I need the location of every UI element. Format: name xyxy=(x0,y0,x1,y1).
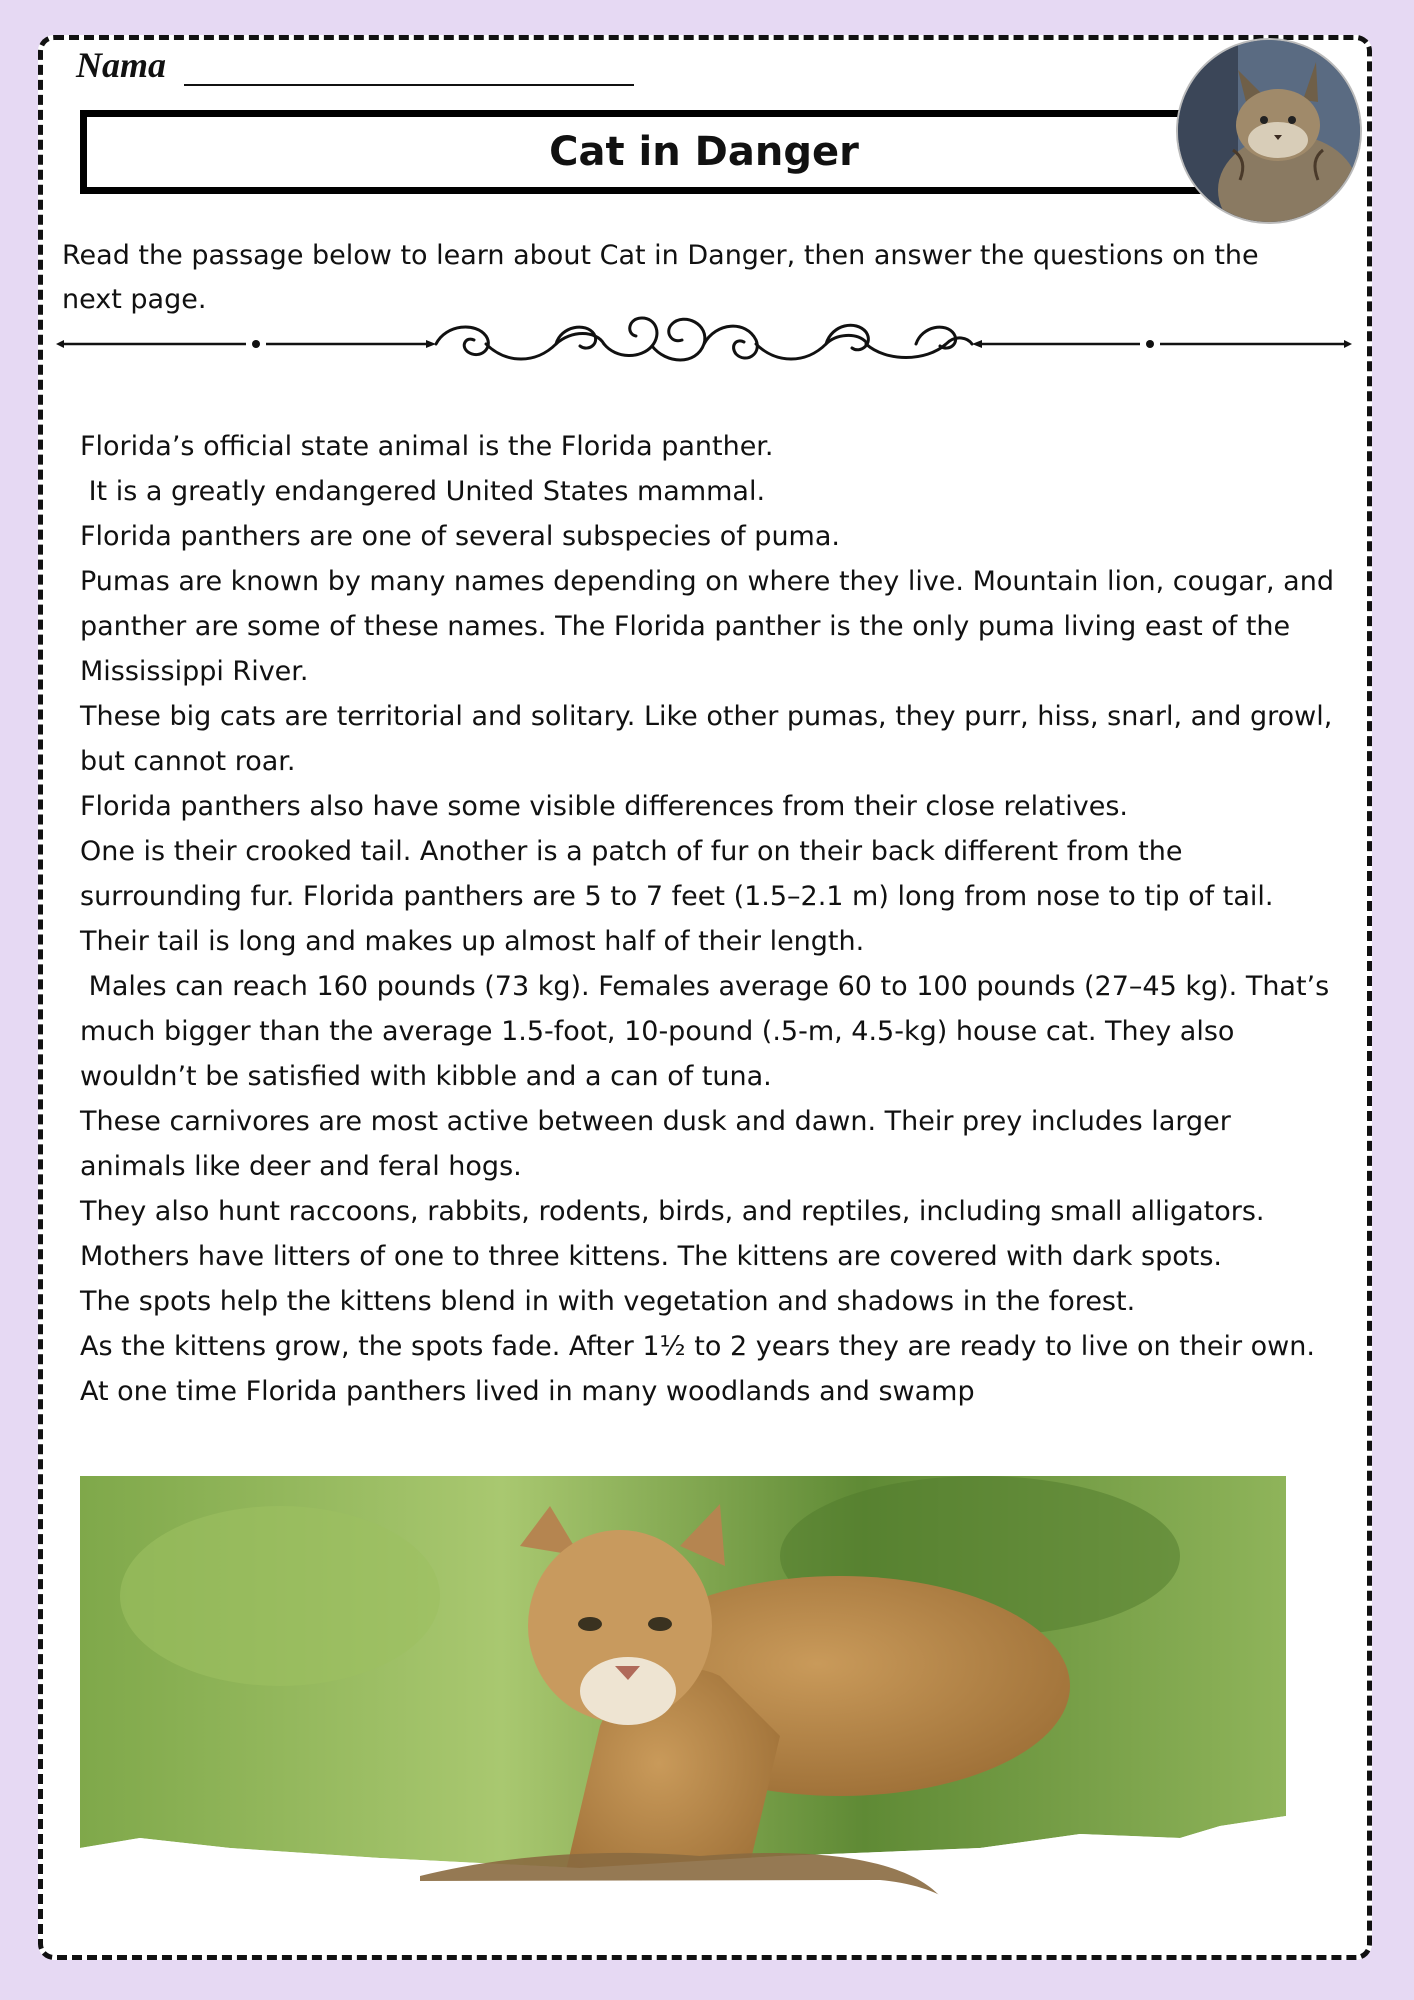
passage-paragraph: These big cats are territorial and solitary. Like other pumas, they purr, hiss, snarl, and growl, but cannot roar. xyxy=(80,701,1341,777)
passage-paragraph: The spots help the kittens blend in with vegetation and shadows in the forest. xyxy=(80,1286,1136,1317)
panther-photo xyxy=(80,1476,1286,1926)
passage-paragraph: As the kittens grow, the spots fade. After 1½ to 2 years they are ready to live on their own. At one time Florida panthers lived in many woodlands and swamp xyxy=(80,1331,1324,1407)
passage-paragraph: Pumas are known by many names depending on where they live. Mountain lion, cougar, and panther are some of these names. The Florida panther is the only puma living east of the Mississippi River. xyxy=(80,566,1343,687)
passage-paragraph: Florida’s official state animal is the Florida panther. xyxy=(80,431,774,462)
lynx-illustration xyxy=(1178,40,1360,222)
name-field-line[interactable] xyxy=(184,84,634,86)
passage-paragraph: Mothers have litters of one to three kittens. The kittens are covered with dark spots. xyxy=(80,1241,1222,1272)
passage-paragraph: Males can reach 160 pounds (73 kg). Females average 60 to 100 pounds (27–45 kg). That’s much bigger than the average 1.5-foot, 10-pound (.5-m, 4.5-kg) house cat. They also wouldn’t be satisfied with kibble and a can of tuna. xyxy=(80,971,1338,1092)
passage-paragraph: Florida panthers also have some visible differences from their close relatives. xyxy=(80,791,1129,822)
passage-paragraph: It is a greatly endangered United States mammal. xyxy=(80,476,766,507)
lynx-photo xyxy=(1176,38,1362,224)
passage-paragraph: One is their crooked tail. Another is a patch of fur on their back different from the surrounding fur. Florida panthers are 5 to 7 feet (1.5–2.1 m) long from nose to tip of tail. Their tail is long and makes up almost half of their length. xyxy=(80,836,1283,957)
title-box xyxy=(80,110,1328,194)
page-title: Cat in Danger xyxy=(549,129,859,175)
reading-passage xyxy=(80,424,1343,1414)
passage-paragraph: They also hunt raccoons, rabbits, rodents, birds, and reptiles, including small alligators. xyxy=(80,1196,1265,1227)
name-label: Nama xyxy=(76,45,166,85)
passage-paragraph: These carnivores are most active between dusk and dawn. Their prey includes larger animals like deer and feral hogs. xyxy=(80,1106,1240,1182)
passage-paragraph: Florida panthers are one of several subspecies of puma. xyxy=(80,521,840,552)
ornamental-divider-icon xyxy=(56,304,1352,384)
instructions-text: Read the passage below to learn about Cat in Danger, then answer the questions on the next page. xyxy=(62,240,1259,315)
